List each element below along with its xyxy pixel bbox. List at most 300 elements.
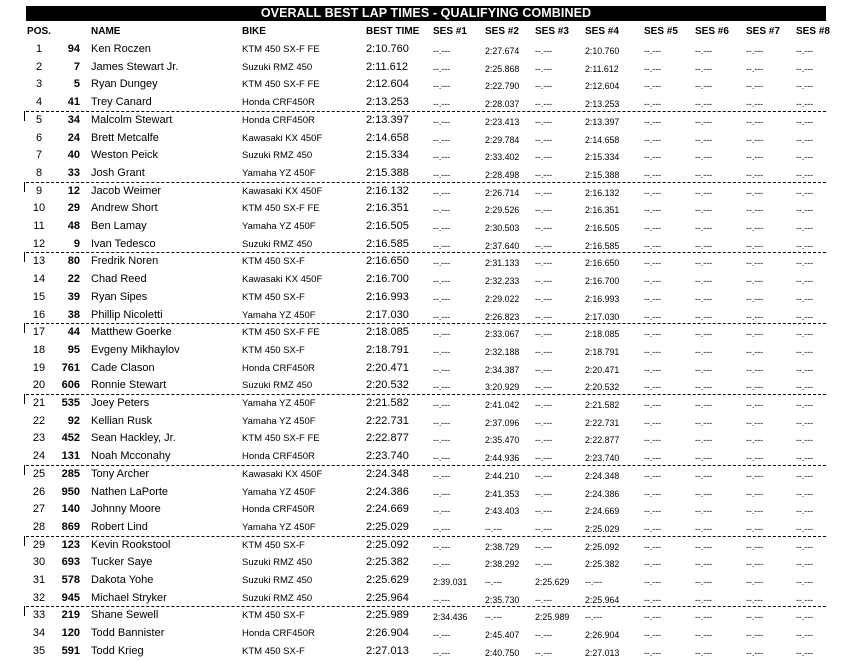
session-2-cell: 2:28.037 [485, 99, 520, 110]
best-time-cell: 2:15.388 [366, 166, 409, 179]
session-7-cell: --.--- [746, 435, 764, 446]
session-6-cell: --.--- [695, 63, 713, 74]
bike-cell: KTM 450 SX-F FE [242, 433, 320, 445]
table-row [0, 112, 845, 130]
session-2-cell: 2:44.936 [485, 453, 520, 464]
session-5-cell: --.--- [644, 346, 662, 357]
rider-name-cell: Michael Stryker [91, 591, 167, 604]
rider-number-cell: 950 [61, 485, 80, 498]
session-7-cell: --.--- [746, 647, 764, 658]
session-5-cell: --.--- [644, 577, 662, 587]
table-row [0, 253, 845, 271]
session-3-cell: --.--- [535, 81, 553, 92]
bike-cell: KTM 450 SX-F [242, 291, 305, 303]
position-cell: 14 [32, 273, 46, 286]
session-8-cell: --.--- [796, 258, 814, 269]
table-row [0, 590, 845, 608]
session-6-cell: --.--- [695, 470, 713, 481]
position-cell: 7 [35, 149, 43, 162]
position-cell: 3 [35, 78, 43, 91]
rider-number-cell: 44 [67, 326, 80, 339]
table-row [0, 607, 845, 625]
position-cell: 27 [32, 503, 46, 516]
session-6-cell: --.--- [695, 116, 713, 127]
session-1-cell: --.--- [433, 169, 451, 180]
session-2-cell: 2:33.067 [485, 329, 520, 340]
session-2-cell: 2:34.387 [485, 364, 520, 375]
bike-cell: Suzuki RMZ 450 [242, 557, 313, 569]
session-7-cell: --.--- [746, 116, 764, 127]
session-3-cell: --.--- [535, 311, 553, 322]
table-row [0, 413, 845, 431]
bike-cell: Yamaha YZ 450F [242, 415, 316, 427]
session-1-cell: --.--- [433, 258, 451, 269]
rider-number-cell: 452 [61, 432, 80, 445]
session-3-cell: --.--- [535, 488, 553, 499]
table-row [0, 430, 845, 448]
session-6-cell: --.--- [695, 346, 713, 357]
session-4-cell: 2:25.029 [585, 523, 620, 534]
session-6-cell: --.--- [695, 647, 713, 658]
rider-number-cell: 140 [61, 503, 80, 516]
session-5-cell: --.--- [644, 46, 662, 56]
session-2-cell: 2:41.042 [485, 400, 520, 410]
session-7-cell: --.--- [746, 258, 764, 269]
session-6-cell: --.--- [695, 488, 713, 499]
session-6-cell: --.--- [695, 187, 713, 198]
session-7-cell: --.--- [746, 470, 764, 481]
bike-cell: Honda CRF450R [242, 628, 315, 640]
position-cell: 24 [32, 450, 46, 463]
session-5-cell: --.--- [644, 293, 662, 304]
session-6-cell: --.--- [695, 134, 713, 145]
session-1-cell: --.--- [433, 382, 451, 393]
rider-name-cell: James Stewart Jr. [91, 60, 179, 73]
session-3-cell: --.--- [535, 523, 553, 534]
bike-cell: KTM 450 SX-F FE [242, 203, 320, 215]
session-5-cell: --.--- [644, 506, 662, 517]
rider-name-cell: Robert Lind [91, 520, 148, 533]
rider-name-cell: Sean Hackley, Jr. [91, 432, 176, 445]
session-2-cell: 2:31.133 [485, 258, 520, 269]
session-1-cell: --.--- [433, 488, 451, 499]
session-5-cell: --.--- [644, 541, 662, 552]
bike-cell: KTM 450 SX-F FE [242, 79, 320, 91]
session-5-cell: --.--- [644, 523, 662, 534]
session-2-cell: 3:20.929 [485, 382, 520, 393]
session-5-cell: --.--- [644, 134, 662, 145]
session-8-cell: --.--- [796, 169, 814, 180]
session-3-cell: --.--- [535, 630, 553, 641]
table-row [0, 41, 845, 59]
session-3-cell: --.--- [535, 276, 553, 287]
session-4-cell: 2:18.085 [585, 329, 620, 340]
rider-name-cell: Trey Canard [91, 96, 152, 109]
best-time-cell: 2:11.612 [366, 60, 409, 73]
table-row [0, 519, 845, 537]
position-cell: 22 [32, 414, 46, 427]
session-8-cell: --.--- [796, 187, 814, 198]
session-8-cell: --.--- [796, 276, 814, 287]
session-5-cell: --.--- [644, 187, 662, 198]
session-3-cell: --.--- [535, 364, 553, 375]
table-row [0, 572, 845, 590]
session-2-cell: --.--- [485, 523, 503, 534]
session-8-cell: --.--- [796, 435, 814, 446]
session-3-cell: --.--- [535, 559, 553, 570]
session-8-cell: --.--- [796, 630, 814, 641]
session-5-cell: --.--- [644, 258, 662, 269]
best-time-cell: 2:25.382 [366, 556, 409, 569]
position-cell: 34 [32, 627, 46, 640]
header-ses-6: SES #6 [695, 26, 729, 37]
table-row [0, 448, 845, 466]
session-3-cell: --.--- [535, 417, 553, 428]
rider-name-cell: Kellian Rusk [91, 414, 153, 427]
rider-number-cell: 22 [67, 273, 80, 286]
session-5-cell: --.--- [644, 116, 662, 127]
session-7-cell: --.--- [746, 240, 764, 251]
session-2-cell: 2:28.498 [485, 169, 520, 180]
session-6-cell: --.--- [695, 276, 713, 287]
bike-cell: Yamaha YZ 450F [242, 167, 316, 179]
session-2-cell: 2:25.868 [485, 63, 520, 74]
bike-cell: Suzuki RMZ 450 [242, 592, 313, 604]
rider-number-cell: 123 [61, 538, 80, 551]
session-8-cell: --.--- [796, 293, 814, 304]
best-time-cell: 2:25.629 [366, 574, 409, 586]
session-6-cell: --.--- [695, 382, 713, 393]
session-4-cell: 2:25.092 [585, 541, 620, 552]
rider-name-cell: Joey Peters [91, 397, 150, 409]
best-time-cell: 2:18.791 [366, 343, 409, 356]
rider-name-cell: Ryan Dungey [91, 78, 158, 91]
rider-number-cell: 29 [67, 202, 80, 215]
session-1-cell: --.--- [433, 152, 451, 163]
header-pos: POS. [27, 26, 51, 37]
session-4-cell: 2:13.397 [585, 116, 620, 127]
rider-name-cell: Ben Lamay [91, 220, 147, 232]
position-cell: 23 [32, 432, 46, 445]
session-4-cell: 2:14.658 [585, 134, 620, 145]
session-4-cell: 2:17.030 [585, 311, 620, 322]
session-7-cell: --.--- [746, 541, 764, 552]
rider-name-cell: Phillip Nicoletti [91, 308, 163, 321]
position-cell: 12 [32, 237, 46, 250]
session-8-cell: --.--- [796, 417, 814, 428]
best-time-cell: 2:16.132 [366, 184, 409, 197]
table-row [0, 94, 845, 112]
session-7-cell: --.--- [746, 382, 764, 393]
table-row [0, 130, 845, 148]
session-4-cell: 2:16.351 [585, 205, 620, 216]
session-5-cell: --.--- [644, 453, 662, 464]
header-bike: BIKE [242, 26, 266, 37]
session-4-cell: --.--- [585, 612, 603, 623]
session-3-cell: --.--- [535, 400, 553, 410]
session-7-cell: --.--- [746, 223, 764, 233]
session-8-cell: --.--- [796, 134, 814, 145]
best-time-cell: 2:25.092 [366, 538, 409, 551]
position-cell: 30 [32, 556, 46, 569]
session-2-cell: 2:23.413 [485, 116, 520, 127]
table-row [0, 236, 845, 254]
bike-cell: Honda CRF450R [242, 451, 315, 463]
header-ses-2: SES #2 [485, 26, 519, 37]
session-2-cell: 2:37.640 [485, 240, 520, 251]
best-time-cell: 2:12.604 [366, 78, 409, 91]
session-7-cell: --.--- [746, 169, 764, 180]
session-1-cell: --.--- [433, 223, 451, 233]
rider-number-cell: 80 [67, 255, 80, 268]
session-1-cell: --.--- [433, 293, 451, 304]
session-2-cell: 2:45.407 [485, 630, 520, 641]
position-cell: 33 [32, 609, 46, 622]
session-7-cell: --.--- [746, 400, 764, 410]
bike-cell: Kawasaki KX 450F [242, 468, 323, 480]
best-time-cell: 2:26.904 [366, 627, 409, 640]
session-1-cell: --.--- [433, 346, 451, 357]
session-6-cell: --.--- [695, 523, 713, 534]
session-2-cell: 2:26.823 [485, 311, 520, 322]
session-3-cell: --.--- [535, 329, 553, 340]
position-cell: 13 [32, 255, 46, 268]
position-cell: 18 [32, 343, 46, 356]
best-time-cell: 2:23.740 [366, 450, 409, 463]
rider-number-cell: 12 [67, 184, 80, 197]
session-4-cell: 2:24.386 [585, 488, 620, 499]
session-7-cell: --.--- [746, 506, 764, 517]
session-5-cell: --.--- [644, 276, 662, 287]
session-8-cell: --.--- [796, 63, 814, 74]
position-cell: 25 [32, 467, 46, 480]
session-8-cell: --.--- [796, 364, 814, 375]
session-5-cell: --.--- [644, 435, 662, 446]
best-time-cell: 2:16.993 [366, 290, 409, 303]
session-3-cell: 2:25.629 [535, 577, 570, 587]
session-8-cell: --.--- [796, 382, 814, 393]
bike-cell: KTM 450 SX-F [242, 539, 305, 551]
session-1-cell: --.--- [433, 276, 451, 287]
session-5-cell: --.--- [644, 169, 662, 180]
rider-number-cell: 693 [61, 556, 80, 569]
best-time-cell: 2:18.085 [366, 326, 409, 339]
session-3-cell: --.--- [535, 169, 553, 180]
session-6-cell: --.--- [695, 169, 713, 180]
session-5-cell: --.--- [644, 63, 662, 74]
session-8-cell: --.--- [796, 205, 814, 216]
rider-number-cell: 285 [61, 467, 80, 480]
session-3-cell: --.--- [535, 435, 553, 446]
session-7-cell: --.--- [746, 152, 764, 163]
position-cell: 19 [32, 361, 46, 374]
session-6-cell: --.--- [695, 205, 713, 216]
session-8-cell: --.--- [796, 453, 814, 464]
rider-number-cell: 94 [67, 43, 80, 55]
table-row [0, 537, 845, 555]
bike-cell: Yamaha YZ 450F [242, 221, 316, 232]
session-4-cell: 2:24.669 [585, 506, 620, 517]
session-1-cell: --.--- [433, 506, 451, 517]
best-time-cell: 2:24.348 [366, 467, 409, 480]
position-cell: 17 [32, 326, 46, 339]
bike-cell: Suzuki RMZ 450 [242, 61, 313, 73]
session-8-cell: --.--- [796, 46, 814, 56]
session-5-cell: --.--- [644, 470, 662, 481]
session-2-cell: 2:38.729 [485, 541, 520, 552]
rider-number-cell: 578 [61, 574, 80, 586]
rider-number-cell: 606 [61, 379, 80, 392]
session-5-cell: --.--- [644, 612, 662, 623]
bike-cell: KTM 450 SX-F FE [242, 44, 320, 55]
session-5-cell: --.--- [644, 382, 662, 393]
session-7-cell: --.--- [746, 293, 764, 304]
session-4-cell: 2:26.904 [585, 630, 620, 641]
session-6-cell: --.--- [695, 99, 713, 110]
session-8-cell: --.--- [796, 311, 814, 322]
rider-name-cell: Nathen LaPorte [91, 485, 169, 498]
bike-cell: Kawasaki KX 450F [242, 185, 323, 197]
session-7-cell: --.--- [746, 81, 764, 92]
rider-number-cell: 5 [73, 78, 80, 91]
best-time-cell: 2:20.471 [366, 361, 409, 374]
position-cell: 5 [35, 113, 43, 126]
best-time-cell: 2:27.013 [366, 644, 409, 657]
session-7-cell: --.--- [746, 134, 764, 145]
session-2-cell: 2:32.233 [485, 276, 520, 287]
session-6-cell: --.--- [695, 81, 713, 92]
table-row [0, 360, 845, 378]
table-row [0, 625, 845, 643]
session-8-cell: --.--- [796, 99, 814, 110]
session-3-cell: --.--- [535, 46, 553, 56]
session-5-cell: --.--- [644, 400, 662, 410]
session-6-cell: --.--- [695, 152, 713, 163]
bike-cell: KTM 450 SX-F FE [242, 327, 320, 339]
table-row [0, 76, 845, 94]
session-2-cell: --.--- [485, 577, 503, 587]
session-8-cell: --.--- [796, 577, 814, 587]
session-8-cell: --.--- [796, 488, 814, 499]
session-3-cell: --.--- [535, 134, 553, 145]
session-6-cell: --.--- [695, 612, 713, 623]
session-1-cell: --.--- [433, 364, 451, 375]
session-1-cell: --.--- [433, 647, 451, 658]
session-1-cell: --.--- [433, 523, 451, 534]
session-2-cell: 2:40.750 [485, 647, 520, 658]
bike-cell: Suzuki RMZ 450 [242, 380, 313, 392]
session-6-cell: --.--- [695, 311, 713, 322]
rider-name-cell: Josh Grant [91, 166, 145, 179]
rider-name-cell: Johnny Moore [91, 503, 161, 516]
session-2-cell: 2:38.292 [485, 559, 520, 570]
session-8-cell: --.--- [796, 506, 814, 517]
bike-cell: Yamaha YZ 450F [242, 521, 316, 533]
session-2-cell: 2:30.503 [485, 223, 520, 233]
session-4-cell: 2:15.388 [585, 169, 620, 180]
session-3-cell: --.--- [535, 99, 553, 110]
session-6-cell: --.--- [695, 559, 713, 570]
best-time-cell: 2:16.585 [366, 237, 409, 250]
session-2-cell: 2:29.784 [485, 134, 520, 145]
session-4-cell: 2:18.791 [585, 346, 620, 357]
session-5-cell: --.--- [644, 311, 662, 322]
table-row [0, 554, 845, 572]
session-3-cell: --.--- [535, 594, 553, 605]
table-row [0, 501, 845, 519]
session-2-cell: 2:43.403 [485, 506, 520, 517]
position-cell: 8 [35, 166, 43, 179]
session-2-cell: 2:37.096 [485, 417, 520, 428]
bike-cell: Honda CRF450R [242, 504, 315, 516]
report-title: OVERALL BEST LAP TIMES - QUALIFYING COMBINED [26, 6, 826, 21]
bike-cell: Kawasaki KX 450F [242, 132, 323, 144]
position-cell: 2 [35, 60, 43, 73]
table-row [0, 377, 845, 395]
header-ses-5: SES #5 [644, 26, 678, 37]
rider-number-cell: 33 [67, 166, 80, 179]
session-2-cell: 2:29.022 [485, 293, 520, 304]
session-2-cell: 2:27.674 [485, 46, 520, 56]
session-7-cell: --.--- [746, 346, 764, 357]
bike-cell: Yamaha YZ 450F [242, 486, 316, 498]
header-ses-4: SES #4 [585, 26, 619, 37]
session-6-cell: --.--- [695, 435, 713, 446]
best-time-cell: 2:15.334 [366, 149, 409, 162]
bike-cell: Honda CRF450R [242, 114, 315, 126]
session-2-cell: 2:26.714 [485, 187, 520, 198]
session-1-cell: 2:34.436 [433, 612, 468, 623]
rider-number-cell: 131 [61, 450, 80, 463]
bike-cell: KTM 450 SX-F [242, 645, 305, 657]
position-cell: 29 [32, 538, 46, 551]
rider-name-cell: Noah Mcconahy [91, 450, 171, 463]
position-cell: 20 [32, 379, 46, 392]
rider-number-cell: 34 [67, 113, 80, 126]
header-name: NAME [91, 26, 121, 37]
session-4-cell: 2:12.604 [585, 81, 620, 92]
header-ses-8: SES #8 [796, 26, 830, 37]
session-6-cell: --.--- [695, 329, 713, 340]
session-8-cell: --.--- [796, 523, 814, 534]
session-8-cell: --.--- [796, 346, 814, 357]
session-4-cell: 2:10.760 [585, 46, 620, 56]
session-1-cell: --.--- [433, 240, 451, 251]
rider-name-cell: Jacob Weimer [91, 184, 162, 197]
session-1-cell: --.--- [433, 46, 451, 56]
session-5-cell: --.--- [644, 205, 662, 216]
session-8-cell: --.--- [796, 612, 814, 623]
session-6-cell: --.--- [695, 577, 713, 587]
session-6-cell: --.--- [695, 240, 713, 251]
best-time-cell: 2:13.397 [366, 113, 409, 126]
rider-name-cell: Cade Clason [91, 361, 155, 374]
table-row [0, 271, 845, 289]
header-ses-1: SES #1 [433, 26, 467, 37]
session-3-cell: --.--- [535, 346, 553, 357]
position-cell: 21 [32, 397, 46, 409]
session-7-cell: --.--- [746, 488, 764, 499]
table-row [0, 307, 845, 325]
session-1-cell: --.--- [433, 400, 451, 410]
table-row [0, 324, 845, 342]
session-8-cell: --.--- [796, 223, 814, 233]
best-time-cell: 2:10.760 [366, 43, 409, 55]
session-7-cell: --.--- [746, 594, 764, 605]
session-1-cell: --.--- [433, 470, 451, 481]
best-time-cell: 2:16.700 [366, 273, 409, 286]
session-4-cell: 2:24.348 [585, 470, 620, 481]
